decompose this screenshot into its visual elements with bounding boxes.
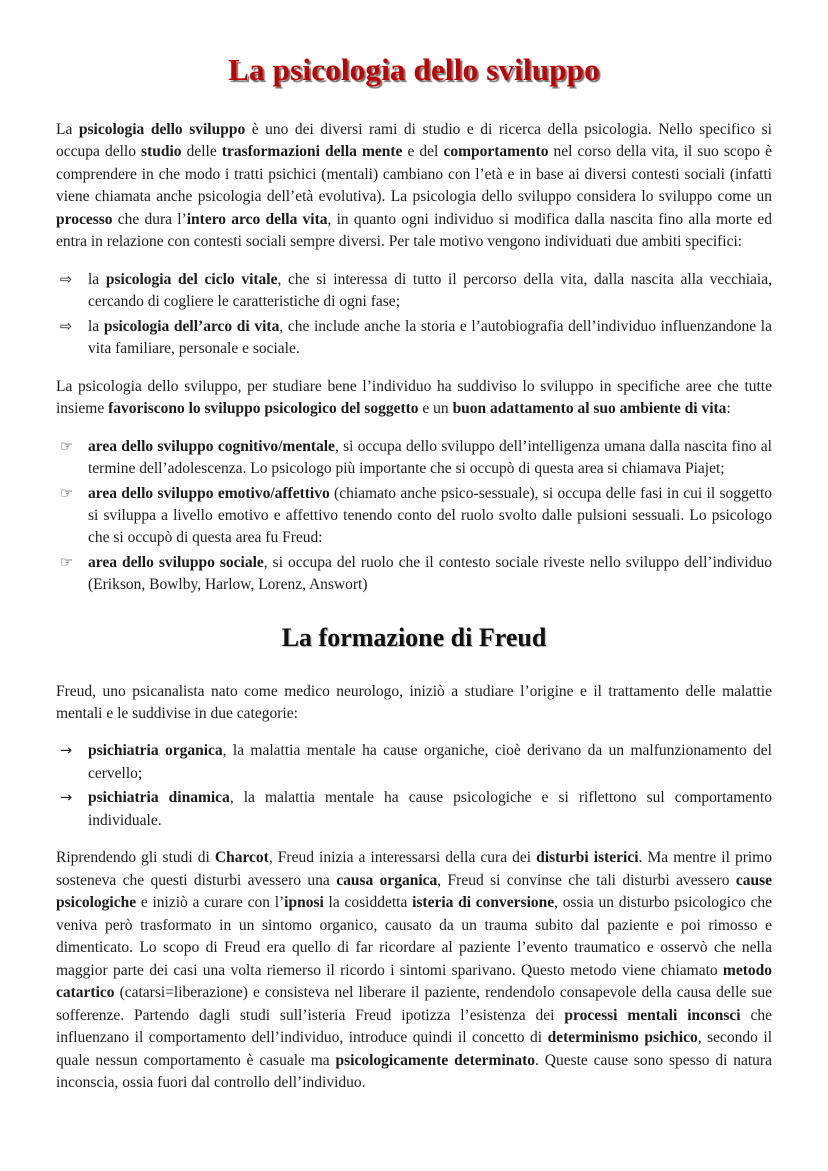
text-run: la: [88, 317, 104, 335]
text-run: , Freud si convinse che tali disturbi avessero: [437, 871, 736, 889]
text-run: nel corso della vita, il suo scopo è comprendere in che modo i tratti psichici (mentali) cambiano con l’età e in base ai diversi contesti sociali (infatti viene chiamata anche psicologia dell’età evolutiva). La psicologia dello sviluppo considera lo sviluppo come un: [56, 143, 772, 206]
bold-text-run: psicologicamente determinato: [335, 1051, 536, 1069]
bullet-list: [56, 436, 772, 597]
text-run: e iniziò a curare con l’: [136, 894, 285, 912]
text-run: . Ma mentre il primo sosteneva che questi disturbi avessero una: [56, 849, 772, 889]
paragraph: [56, 681, 772, 726]
list-marker-icon: ☞: [60, 438, 73, 455]
bullet-list: [56, 740, 772, 832]
text-run: la cosiddetta: [323, 894, 413, 912]
bold-text-run: processi mentali inconsci: [564, 1006, 741, 1024]
bold-text-run: processo: [56, 210, 113, 228]
text-run: Freud, uno psicanalista nato come medico neurologo, iniziò a studiare l’origine e il trattamento delle malattie mentali e le suddivise in due categorie:: [56, 682, 772, 722]
bold-text-run: area dello sviluppo sociale: [88, 553, 264, 571]
bold-text-run: disturbi isterici: [536, 849, 639, 867]
paragraph: [56, 376, 772, 421]
list-item: [56, 436, 772, 481]
text-run: , la malattia mentale ha cause organiche, cioè derivano da un malfunzionamento del cervello;: [88, 742, 772, 782]
list-item: [56, 269, 772, 314]
text-run: La: [56, 120, 79, 138]
list-marker-icon: ⇨: [60, 271, 73, 288]
text-run: La psicologia dello sviluppo, per studiare bene l’individuo ha suddiviso lo sviluppo in specifiche aree che tutte insieme: [56, 377, 772, 418]
text-run: , Freud inizia a interessarsi della cura dei: [268, 849, 537, 867]
bold-text-run: intero arco della vita: [186, 210, 328, 228]
text-run: (chiamato anche psico-sessuale), si occupa delle fasi in cui il soggetto si sviluppa a livello emotivo e affettivo tenendo conto del ruolo svolto dalle pulsioni sessuali. Lo psicologo che si occupò di questa area fu Freud:: [88, 484, 772, 547]
page-title: La psicologia dello sviluppo: [228, 52, 600, 87]
bold-text-run: buon adattamento al suo ambiente di vita: [452, 400, 727, 418]
text-run: (catarsi=liberazione) e consisteva nel liberare il paziente, rendendolo consapevole della causa delle sue sofferenze. Partendo dagli studi sull’isteria Freud ipotizza l’esistenza dei: [56, 984, 772, 1024]
text-run: è uno dei diversi rami di studio e di ricerca della psicologia. Nello specifico si occupa dello: [56, 120, 772, 161]
list-item-text: [88, 483, 772, 550]
list-item: [56, 740, 772, 785]
text-run: . Queste cause sono spesso di natura inconscia, ossia fuori dal controllo dell’individuo.: [56, 1051, 772, 1092]
text-run: la: [88, 270, 106, 288]
list-item: [56, 552, 772, 597]
bullet-list: [56, 269, 772, 361]
text-run: Riprendendo gli studi di: [56, 849, 215, 867]
text-run: , la malattia mentale ha cause psicologiche e si riflettono sul comportamento individuale.: [88, 789, 772, 829]
bold-text-run: determinismo psichico: [547, 1029, 698, 1047]
text-run: che influenzano il comportamento dell’individuo, introduce quindi il concetto di: [56, 1006, 772, 1047]
bold-text-run: psicologia dell’arco di vita: [103, 317, 280, 335]
bold-text-run: causa organica: [336, 871, 438, 889]
text-run: , in quanto ogni individuo si modifica dalla nascita fino alla morte ed entra in relazione con contesti sociali sempre diversi. Per tale motivo vengono individuati due ambiti specifici:: [56, 210, 772, 251]
text-run: , secondo il quale nessun comportamento è casuale ma: [56, 1029, 772, 1069]
bold-text-run: comportamento: [443, 143, 549, 161]
bold-text-run: area dello sviluppo emotivo/affettivo: [88, 484, 330, 502]
bold-text-run: psichiatria organica: [88, 742, 223, 760]
list-marker-icon: ⇨: [60, 318, 73, 335]
section-heading: La formazione di Freud: [281, 622, 547, 652]
bold-text-run: favoriscono lo sviluppo psicologico del soggetto: [108, 400, 419, 418]
bold-text-run: isteria di conversione: [412, 894, 555, 912]
list-marker-icon: ☞: [60, 554, 73, 571]
bold-text-run: studio: [141, 143, 182, 161]
text-run: , ossia un disturbo psicologico che veniva però trasformato in un sintomo organico, causato da un trauma subito dal paziente e poi rimosso e dimenticato. Lo scopo di Freud era quello di far ricordare al paziente l’evento traumatico e osservò che nella maggior parte dei casi una volta riemerso il ricordo i sintomi sparivano. Questo metodo viene chiamato: [56, 894, 772, 979]
bold-text-run: cause psicologiche: [56, 871, 773, 912]
bold-text-run: psichiatria dinamica: [88, 789, 230, 807]
list-item-text: [88, 552, 772, 597]
text-run: , che include anche la storia e l’autobiografia dell’individuo influenzandone la vita familiare, personale e sociale.: [88, 317, 772, 358]
list-item: [56, 316, 772, 361]
bold-text-run: Charcot: [214, 849, 269, 867]
bold-text-run: area dello sviluppo cognitivo/mentale: [88, 437, 335, 455]
document-content: [56, 119, 772, 1095]
text-run: , si occupa dello sviluppo dell’intelligenza umana dalla nascita fino al termine dell’adolescenza. Lo psicologo più importante che si occupò di questa area si chiamava Piajet;: [88, 437, 772, 478]
list-marker-icon: ☞: [60, 485, 73, 502]
bold-text-run: psicologia del ciclo vitale: [105, 270, 278, 288]
paragraph: [56, 847, 772, 1094]
text-run: , che si interessa di tutto il percorso della vita, dalla nascita alla vecchiaia, cercando di cogliere le caratteristiche di ogni fase;: [88, 270, 772, 311]
text-run: :: [726, 400, 731, 418]
list-item: [56, 483, 772, 550]
text-run: e del: [402, 143, 444, 161]
list-item-text: [88, 787, 772, 832]
bold-text-run: ipnosi: [284, 894, 324, 912]
text-run: , si occupa del ruolo che il contesto sociale riveste nello sviluppo dell’individuo (Erikson, Bowlby, Harlow, Lorenz, Answort): [88, 553, 772, 594]
bold-text-run: trasformazioni della mente: [221, 143, 403, 161]
bold-text-run: psicologia dello sviluppo: [78, 120, 246, 138]
bold-text-run: metodo catartico: [56, 961, 772, 1002]
text-run: delle: [181, 143, 222, 161]
list-item-text: [88, 316, 772, 361]
text-run: e un: [418, 400, 453, 418]
list-item: [56, 787, 772, 832]
list-item-text: [88, 436, 772, 481]
list-item-text: [88, 269, 772, 314]
list-item-text: [88, 740, 772, 785]
list-marker-icon: →: [60, 743, 73, 760]
paragraph: [56, 119, 772, 254]
text-run: che dura l’: [112, 210, 187, 228]
list-marker-icon: →: [60, 790, 73, 807]
